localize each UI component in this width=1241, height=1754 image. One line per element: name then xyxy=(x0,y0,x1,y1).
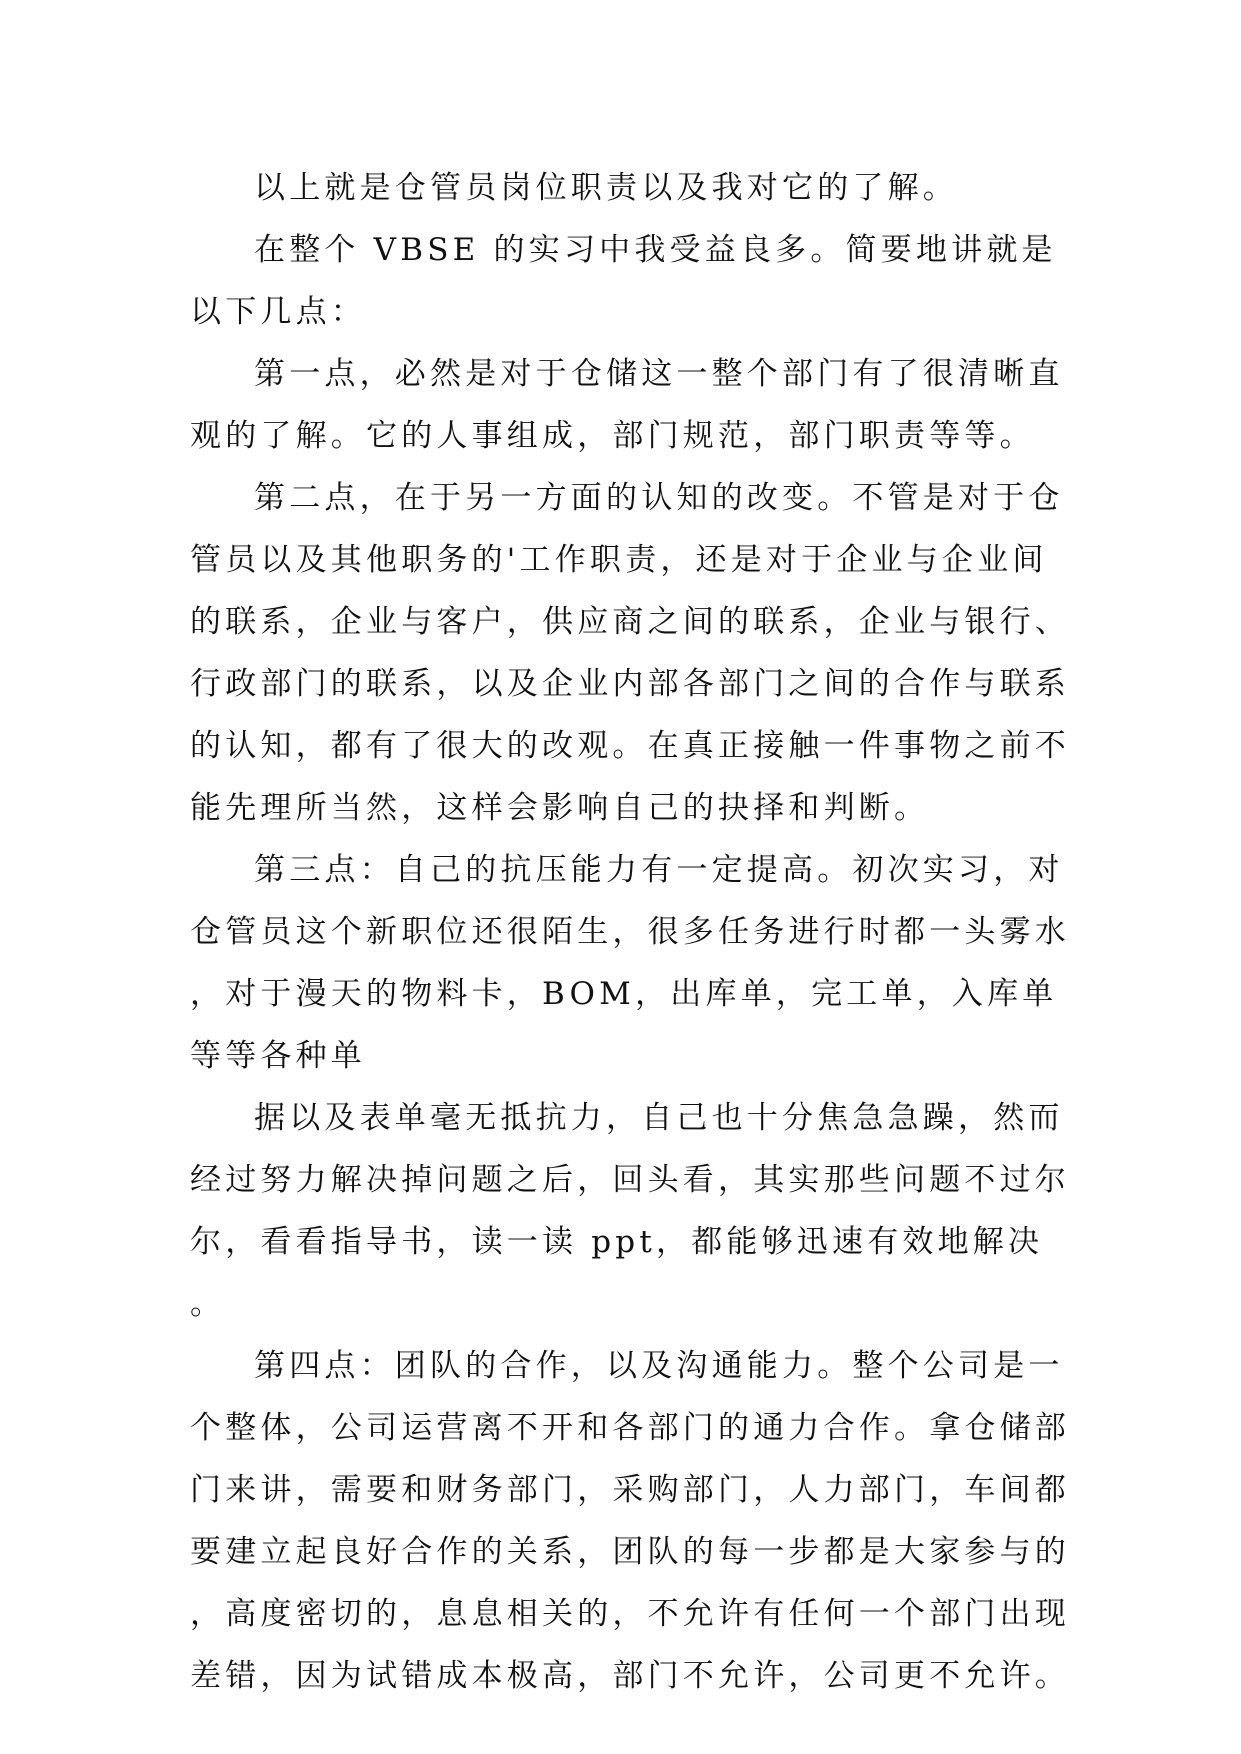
document-body xyxy=(190,157,1070,1707)
paragraph-summary: 以上就是仓管员岗位职责以及我对它的了解。 xyxy=(254,170,958,206)
paragraph-point-one: 第一点，必然是对于仓储这一整个部门有了很清晰直观的了解。它的人事组成，部门规范，部门职责等等。 xyxy=(190,356,1064,454)
paragraph-point-four: 第四点：团队的合作，以及沟通能力。整个公司是一个整体，公司运营离不开和各部门的通力合作。拿仓储部门来讲，需要和财务部门，采购部门，人力部门，车间都要建立起良好合作的关系，团队的每一步都是大家参与的，高度密切的，息息相关的，不允许有任何一个部门出现差错，因为试错成本极高，部门不允许，公司更不允许。 xyxy=(190,1348,1070,1694)
paragraph-intro: 在整个 VBSE 的实习中我受益良多。简要地讲就是以下几点： xyxy=(190,232,1057,330)
paragraph-point-three-continued: 据以及表单毫无抵抗力，自己也十分焦急急躁，然而经过努力解决掉问题之后，回头看，其实那些问题不过尔尔，看看指导书，读一读 ppt，都能够迅速有效地解决。 xyxy=(190,1100,1070,1322)
paragraph-point-three: 第三点：自己的抗压能力有一定提高。初次实习，对仓管员这个新职位还很陌生，很多任务进行时都一头雾水，对于漫天的物料卡，BOM，出库单，完工单，入库单等等各种单 xyxy=(190,852,1070,1074)
paragraph-point-two: 第二点，在于另一方面的认知的改变。不管是对于仓管员以及其他职务的'工作职责，还是对于企业与企业间的联系，企业与客户，供应商之间的联系，企业与银行、行政部门的联系，以及企业内部各部门之间的合作与联系的认知，都有了很大的改观。在真正接触一件事物之前不能先理所当然，这样会影响自己的抉择和判断。 xyxy=(190,480,1070,826)
